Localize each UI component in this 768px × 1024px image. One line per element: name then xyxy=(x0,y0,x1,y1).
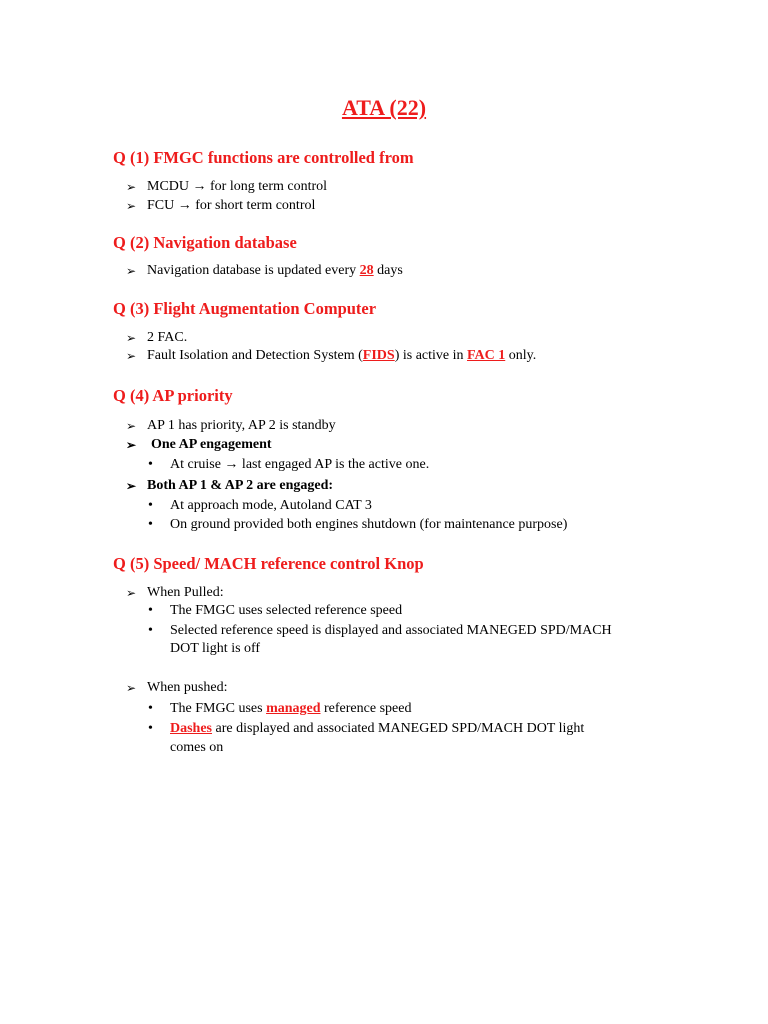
sub-list-item-text: The FMGC uses managed reference speed xyxy=(170,701,412,716)
list-item-text: Fault Isolation and Detection System (FIDS) is active in FAC 1 only. xyxy=(147,348,537,363)
arrow-bullet-icon: ➢ xyxy=(126,349,137,363)
days-value: 28 xyxy=(359,263,374,278)
dot-bullet-icon: • xyxy=(148,517,153,532)
dot-bullet-icon: • xyxy=(148,623,153,638)
fac1-highlight: FAC 1 xyxy=(467,348,506,363)
arrow-bullet-icon: ➢ xyxy=(126,479,137,493)
dot-bullet-icon: • xyxy=(148,603,153,618)
list-item-text: Both AP 1 & AP 2 are engaged: xyxy=(147,478,334,493)
sub-list-item-text: comes on xyxy=(170,740,224,755)
dot-bullet-icon: • xyxy=(148,701,153,716)
arrow-bullet-icon: ➢ xyxy=(126,681,137,695)
list-item-text: When pushed: xyxy=(147,680,228,695)
list-item-text: FCU → for short term control xyxy=(147,198,316,213)
sub-list-item-text: DOT light is off xyxy=(170,641,261,656)
arrow-bullet-icon: ➢ xyxy=(126,438,137,452)
list-item-text: Navigation database is updated every 28 days xyxy=(147,263,403,278)
arrow-bullet-icon: ➢ xyxy=(126,419,137,433)
sub-list-item-text: Dashes are displayed and associated MANEGED SPD/MACH DOT light xyxy=(170,721,585,736)
arrow-bullet-icon: ➢ xyxy=(126,199,137,213)
arrow-bullet-icon: ➢ xyxy=(126,264,137,278)
arrow-bullet-icon: ➢ xyxy=(126,331,137,345)
arrow-bullet-icon: ➢ xyxy=(126,586,137,600)
sub-list-item-text: On ground provided both engines shutdown (for maintenance purpose) xyxy=(170,517,568,532)
list-item-text: AP 1 has priority, AP 2 is standby xyxy=(147,418,336,433)
list-item-text: One AP engagement xyxy=(151,437,272,452)
dashes-highlight: Dashes xyxy=(170,721,213,736)
arrow-bullet-icon: ➢ xyxy=(126,180,137,194)
dot-bullet-icon: • xyxy=(148,721,153,736)
fids-highlight: FIDS xyxy=(362,348,395,363)
question-4-heading: Q (4) AP priority xyxy=(113,386,233,405)
question-3-heading: Q (3) Flight Augmentation Computer xyxy=(113,299,377,318)
sub-list-item-text: The FMGC uses selected reference speed xyxy=(170,603,403,618)
dot-bullet-icon: • xyxy=(148,498,153,513)
question-1-heading: Q (1) FMGC functions are controlled from xyxy=(113,148,414,167)
managed-highlight: managed xyxy=(266,701,321,716)
sub-list-item-text: At approach mode, Autoland CAT 3 xyxy=(170,498,372,513)
page-title: ATA (22) xyxy=(341,95,427,120)
question-2-heading: Q (2) Navigation database xyxy=(113,233,297,252)
sub-list-item-text: Selected reference speed is displayed and associated MANEGED SPD/MACH xyxy=(170,623,612,638)
question-5-heading: Q (5) Speed/ MACH reference control Knop xyxy=(113,554,424,573)
list-item-text: MCDU → for long term control xyxy=(147,179,328,194)
dot-bullet-icon: • xyxy=(148,457,153,472)
list-item-text: When Pulled: xyxy=(147,585,224,600)
list-item-text: 2 FAC. xyxy=(147,330,188,345)
sub-list-item-text: At cruise → last engaged AP is the active one. xyxy=(170,457,430,472)
